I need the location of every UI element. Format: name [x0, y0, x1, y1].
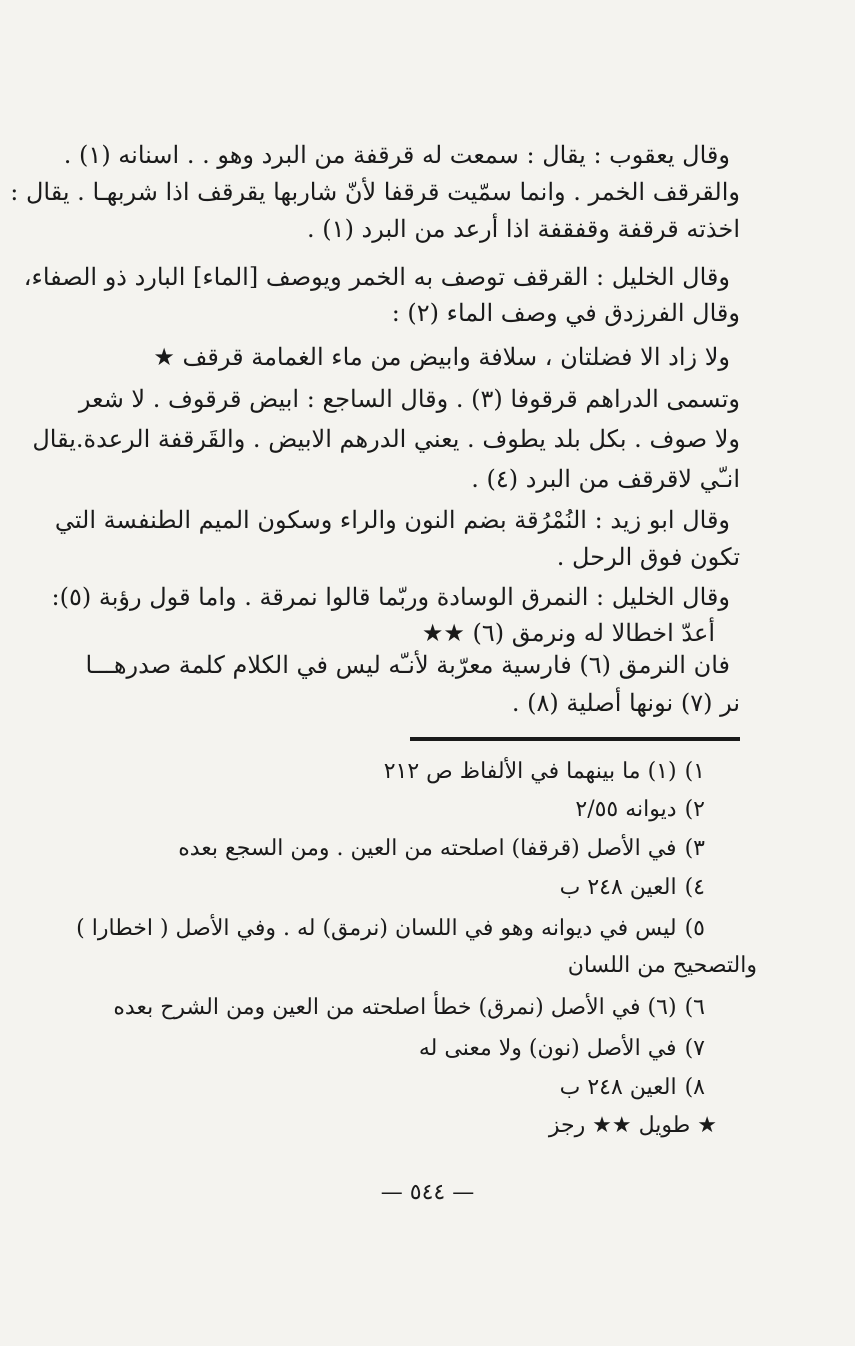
footnote — [384, 758, 705, 786]
body-line: تكون فوق الرحل . — [556, 543, 740, 571]
footnote-number: ٣) — [684, 836, 705, 861]
footnote — [549, 1112, 717, 1140]
footnote-text: (١) ما بينهما في الألفاظ ص ٢١٢ — [383, 759, 677, 784]
verse-line: ولا زاد الا فضلتان ، سلافة وابيض من ماء الغمامة قرقف ★ — [153, 343, 730, 371]
verse-line: أعدّ اخطالا له ونرمق (٦) ★★ — [421, 619, 715, 647]
footnote — [419, 1035, 705, 1063]
footnote-text: ليس في ديوانه وهو في اللسان (نرمق) له . وفي الأصل ( اخطارا ) — [76, 916, 677, 941]
footnote-text: والتصحيح من اللسان — [567, 953, 757, 978]
footnote-number: ٨) — [684, 1075, 705, 1100]
footnote — [113, 994, 705, 1022]
footnote-number: ٤) — [684, 875, 705, 900]
footnote-number: ٧) — [684, 1036, 705, 1061]
body-line: انـّي لاقرقف من البرد (٤) . — [471, 465, 740, 493]
footnote-number: ٢) — [684, 797, 705, 822]
footnote-number: ٥) — [684, 916, 705, 941]
meter-key: ★ طويل ★★ رجز — [548, 1113, 717, 1138]
footnote-text: ديوانه ٢/٥٥ — [575, 797, 677, 822]
footnote — [178, 835, 705, 863]
body-line: وقال ابو زيد : النُمْرُقة بضم النون والراء وسكون الميم الطنفسة التي — [54, 506, 730, 534]
footnote-text: العين ٢٤٨ ب — [559, 875, 677, 900]
footnote — [560, 1074, 705, 1102]
body-line: نر (٧) نونها أصلية (٨) . — [511, 689, 740, 717]
footnote — [560, 874, 705, 902]
body-line: والقرقف الخمر . وانما سمّيت قرقفا لأنّ شاربها يقرقف اذا شربهـا . يقال : — [10, 178, 740, 206]
footnote-text: العين ٢٤٨ ب — [559, 1075, 677, 1100]
body-line: وتسمى الدراهم قرقوفا (٣) . وقال الساجع : ابيض قرقوف . لا شعر — [78, 385, 740, 413]
body-line: اخذته قرقفة وقفقفة اذا أرعد من البرد (١) . — [307, 215, 740, 243]
body-line: وقال الخليل : القرقف توصف به الخمر ويوصف [الماء] البارد ذو الصفاء، — [23, 263, 730, 291]
body-line: وقال الفرزدق في وصف الماء (٢) : — [391, 299, 740, 327]
body-line: وقال يعقوب : يقال : سمعت له قرقفة من البرد وهو . . اسنانه (١) . — [63, 141, 730, 169]
footnote-divider — [410, 737, 740, 741]
footnote-text: (٦) في الأصل (نمرق) خطأ اصلحته من العين ومن الشرح بعده — [113, 995, 677, 1020]
footnote — [575, 796, 705, 824]
body-line: وقال الخليل : النمرق الوسادة وربّما قالوا نمرقة . واما قول رؤبة (٥): — [51, 583, 730, 611]
footnote-text: في الأصل (نون) ولا معنى له — [418, 1036, 677, 1061]
footnote-number: ١) — [684, 759, 705, 784]
body-line: ولا صوف . بكل بلد يطوف . يعني الدرهم الابيض . والقَرقفة الرعدة.يقال — [32, 425, 740, 453]
footnote — [568, 952, 757, 980]
page-number: — ٥٤٤ — — [380, 1180, 475, 1205]
footnote-number: ٦) — [684, 995, 705, 1020]
footnote-text: في الأصل (قرقفا) اصلحته من العين . ومن السجع بعده — [178, 836, 677, 861]
footnote — [76, 915, 705, 943]
body-line: فان النرمق (٦) فارسية معرّبة لأنـّه ليس في الكلام كلمة صدرهـــا — [85, 651, 730, 679]
